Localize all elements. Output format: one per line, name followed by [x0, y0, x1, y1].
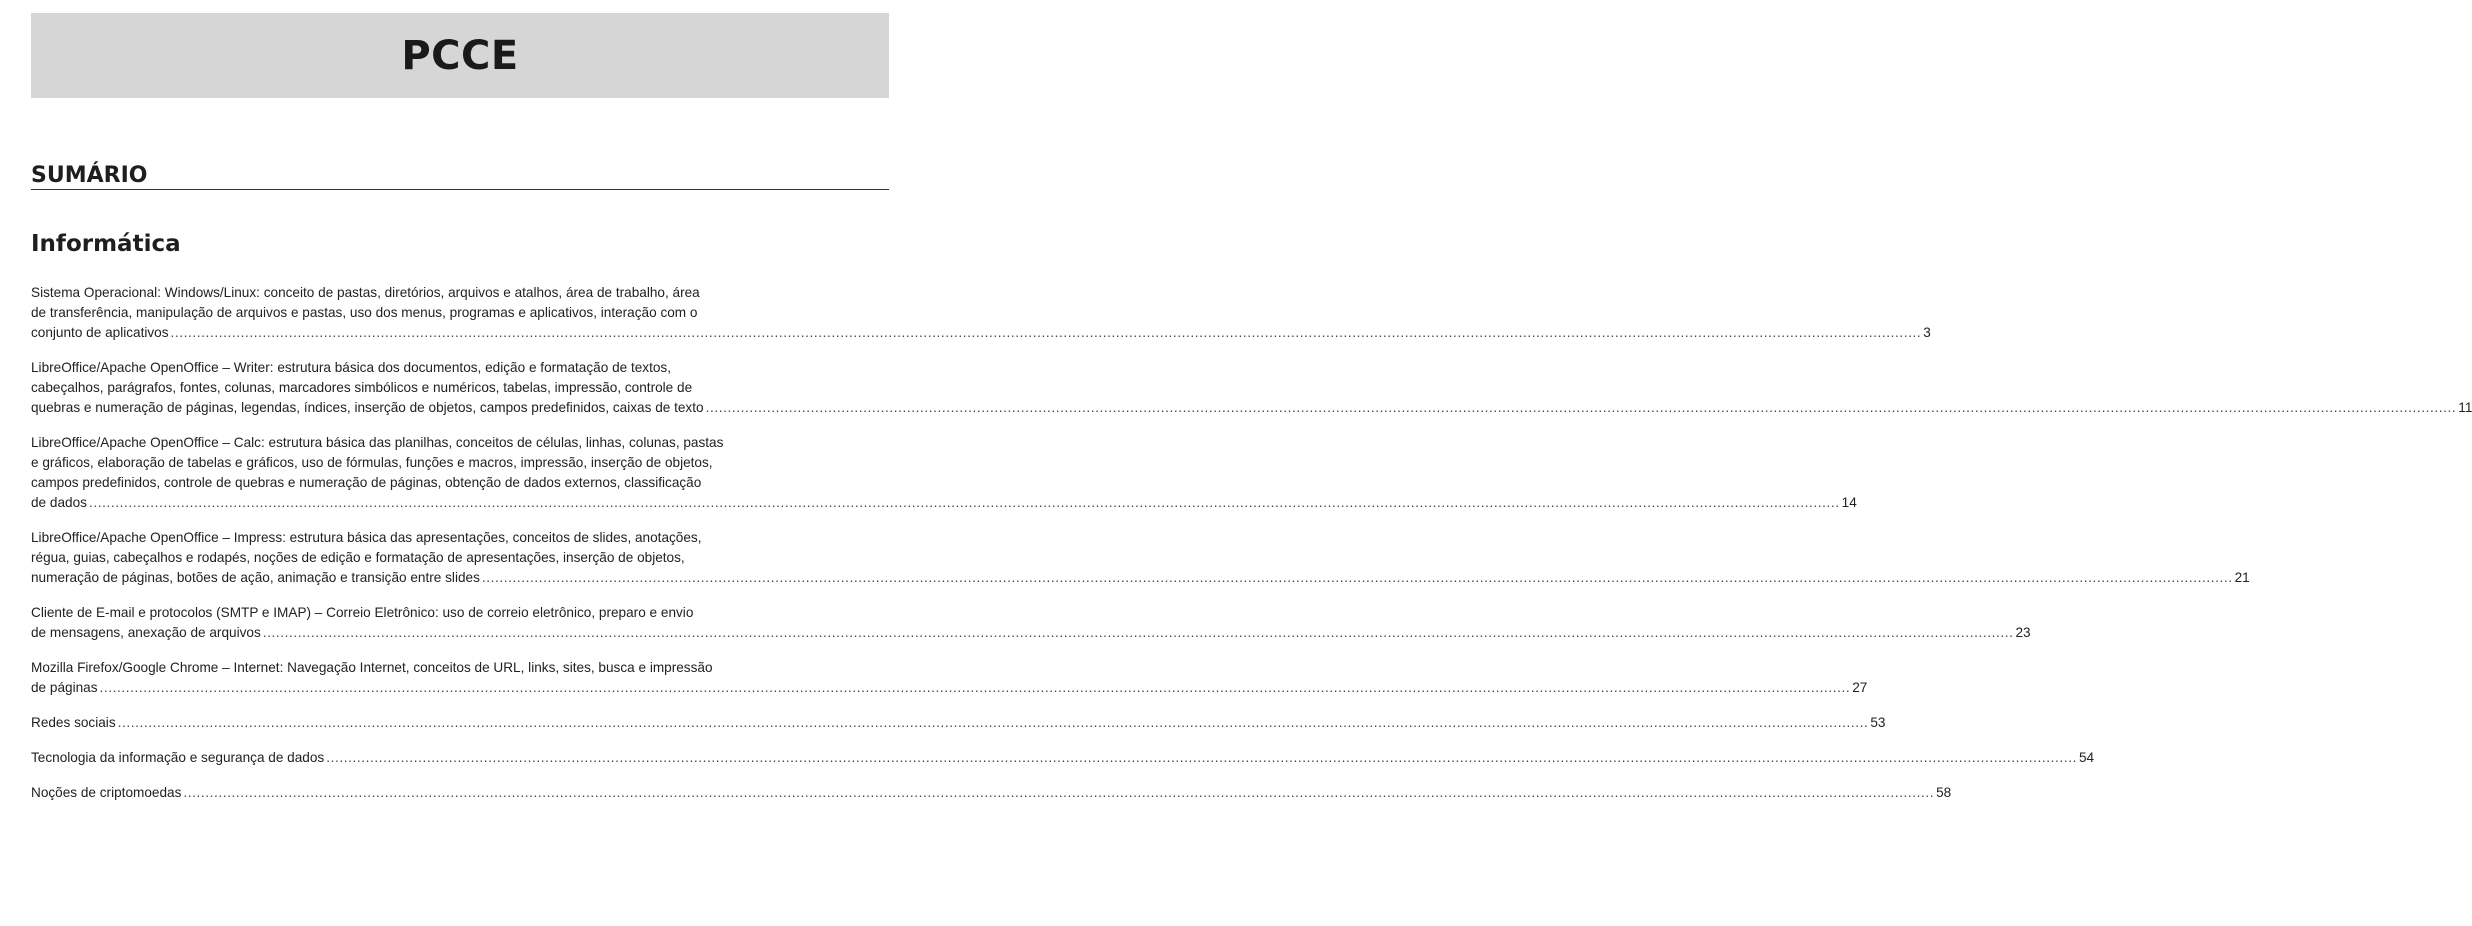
summary-heading-text: SUMÁRIO — [31, 163, 148, 188]
dot-leader: ................................................................................................................................................................................................................................................................................................................................................................................................................ — [99, 680, 1851, 695]
toc-entry-last-line — [31, 323, 1931, 343]
toc-entry-last-line — [31, 748, 2095, 768]
header-banner — [31, 13, 889, 98]
toc-entry — [31, 783, 1952, 803]
toc-entry-text-line: campos predefinidos, controle de quebras e numeração de páginas, obtenção de dados externos, classificação — [31, 475, 702, 490]
toc-entry-text: numeração de páginas, botões de ação, animação e transição entre slides — [31, 570, 480, 585]
toc-entry — [31, 748, 2095, 768]
dot-leader: ................................................................................................................................................................................................................................................................................................................................................................................................................ — [183, 785, 1935, 800]
toc-entry-text: quebras e numeração de páginas, legendas, índices, inserção de objetos, campos predefinidos, caixas de texto — [31, 400, 704, 415]
toc-entry-text-line: Cliente de E-mail e protocolos (SMTP e IMAP) – Correio Eletrônico: uso de correio eletrônico, preparo e envio — [31, 605, 694, 620]
toc-page-number: 21 — [2234, 570, 2250, 585]
banner-title: PCCE — [401, 32, 519, 79]
toc-entry — [31, 603, 2031, 643]
toc-entry-text: conjunto de aplicativos — [31, 325, 169, 340]
toc-entry-last-line — [31, 678, 1868, 698]
section-title: Informática — [31, 231, 181, 257]
toc-entry — [31, 713, 1886, 733]
dot-leader: ................................................................................................................................................................................................................................................................................................................................................................................................................ — [481, 570, 2233, 585]
toc-entry-text-line: e gráficos, elaboração de tabelas e gráficos, uso de fórmulas, funções e macros, impressão, inserção de objetos, — [31, 455, 713, 470]
toc-entry-text-line: régua, guias, cabeçalhos e rodapés, noções de edição e formatação de apresentações, inserção de objetos, — [31, 550, 685, 565]
toc-entry-text-line: LibreOffice/Apache OpenOffice – Impress: estrutura básica das apresentações, conceitos de slides, anotações, — [31, 530, 702, 545]
toc-entry-text: de páginas — [31, 680, 98, 695]
toc-entry-last-line — [31, 783, 1952, 803]
dot-leader: ................................................................................................................................................................................................................................................................................................................................................................................................................ — [117, 715, 1869, 730]
toc-page-number: 11 — [2458, 400, 2472, 415]
dot-leader: ................................................................................................................................................................................................................................................................................................................................................................................................................ — [705, 400, 2457, 415]
dot-leader: ................................................................................................................................................................................................................................................................................................................................................................................................................ — [170, 325, 1922, 340]
toc-entry-last-line — [31, 493, 1857, 513]
toc-entry-last-line — [31, 398, 2472, 418]
toc-entry-text-line: Sistema Operacional: Windows/Linux: conceito de pastas, diretórios, arquivos e atalhos, área de trabalho, área — [31, 285, 700, 300]
dot-leader: ................................................................................................................................................................................................................................................................................................................................................................................................................ — [88, 495, 1840, 510]
toc-entry-text-line: LibreOffice/Apache OpenOffice – Writer: estrutura básica dos documentos, edição e formatação de textos, — [31, 360, 672, 375]
toc-entry-text: de dados — [31, 495, 87, 510]
toc-entry — [31, 528, 2250, 588]
toc-entry-text-line: Mozilla Firefox/Google Chrome – Internet: Navegação Internet, conceitos de URL, links, sites, busca e impressão — [31, 660, 713, 675]
toc-entry-text: de mensagens, anexação de arquivos — [31, 625, 261, 640]
toc-entry-text-line: de transferência, manipulação de arquivos e pastas, uso dos menus, programas e aplicativos, interação com o — [31, 305, 698, 320]
toc-entry-text: Tecnologia da informação e segurança de dados — [31, 750, 325, 765]
dot-leader: ................................................................................................................................................................................................................................................................................................................................................................................................................ — [326, 750, 2077, 765]
toc-entry — [31, 433, 1857, 513]
summary-heading — [31, 163, 889, 190]
toc-entry-text: Noções de criptomoedas — [31, 785, 182, 800]
dot-leader: ................................................................................................................................................................................................................................................................................................................................................................................................................ — [262, 625, 2014, 640]
toc-entry-text-line: LibreOffice/Apache OpenOffice – Calc: estrutura básica das planilhas, conceitos de células, linhas, colunas, pastas — [31, 435, 724, 450]
toc-entry-text: Redes sociais — [31, 715, 116, 730]
toc-entry-last-line — [31, 568, 2250, 588]
toc-page-number: 23 — [2015, 625, 2031, 640]
toc-page-number: 3 — [1923, 325, 1931, 340]
toc-entry — [31, 658, 1868, 698]
toc-entry-last-line — [31, 623, 2031, 643]
toc-page-number: 14 — [1841, 495, 1857, 510]
toc-page-number: 53 — [1870, 715, 1886, 730]
toc-entry-last-line — [31, 713, 1886, 733]
toc-entry — [31, 283, 1931, 343]
toc-page-number: 58 — [1936, 785, 1952, 800]
toc-entry-text-line: cabeçalhos, parágrafos, fontes, colunas, marcadores simbólicos e numéricos, tabelas, impressão, controle de — [31, 380, 693, 395]
toc-entry — [31, 358, 2472, 418]
table-of-contents — [31, 283, 2472, 818]
toc-page-number: 54 — [2078, 750, 2095, 765]
toc-page-number: 27 — [1852, 680, 1868, 695]
